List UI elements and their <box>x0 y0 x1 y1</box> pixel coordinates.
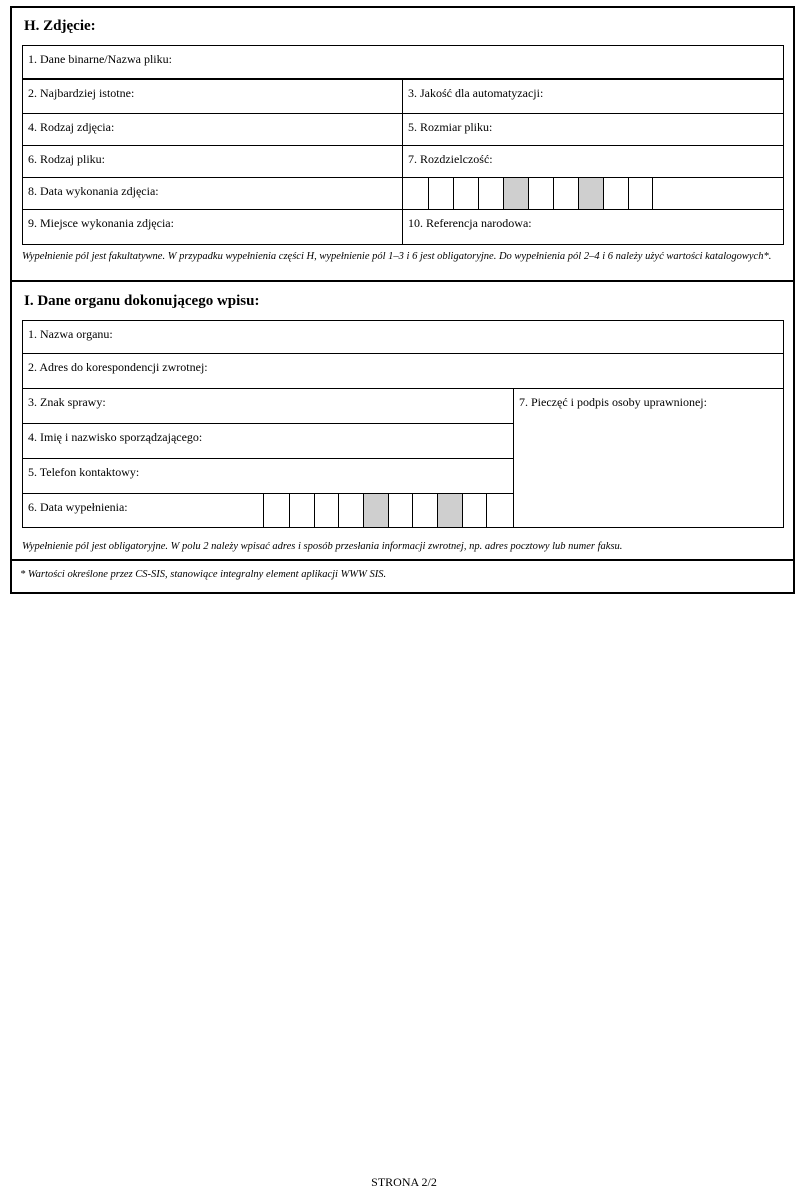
page-number: STRONA 2/2 <box>371 1175 437 1189</box>
section-i-title: I. Dane organu dokonującego wpisu: <box>24 293 260 309</box>
h-field-2-label: 2. Najbardziej istotne: <box>28 86 135 100</box>
i-date-digit[interactable] <box>412 494 437 527</box>
section-h-title: H. Zdjęcie: <box>24 18 96 34</box>
h-date-digit[interactable] <box>603 178 628 209</box>
h-field-binary-data[interactable] <box>22 45 784 79</box>
i-field-author-name[interactable] <box>22 423 514 459</box>
i-note: Wypełnienie pól jest obligatoryjne. W polu 2 należy wpisać adres i sposób przesłania informacji zwrotnej, np. adres pocztowy lub numer faksu. <box>22 541 623 552</box>
h-field-file-type[interactable] <box>22 145 403 178</box>
h-field-1-label: 1. Dane binarne/Nazwa pliku: <box>28 52 172 66</box>
h-date-digit[interactable] <box>553 178 578 209</box>
h-date-separator <box>578 178 603 209</box>
h-date-digit[interactable] <box>453 178 478 209</box>
h-field-9-label: 9. Miejsce wykonania zdjęcia: <box>28 216 174 230</box>
i-date-digit[interactable] <box>338 494 363 527</box>
h-field-5-label: 5. Rozmiar pliku: <box>408 120 493 134</box>
i-field-stamp-signature[interactable] <box>513 388 784 528</box>
h-field-national-reference[interactable] <box>402 209 784 245</box>
section-divider <box>10 280 795 282</box>
footnote: * Wartości określone przez CS-SIS, stanowiące integralny element aplikacji WWW SIS. <box>20 569 387 580</box>
h-field-3-label: 3. Jakość dla automatyzacji: <box>408 86 544 100</box>
i-date-separator <box>437 494 462 527</box>
i-field-return-address[interactable] <box>22 353 784 389</box>
h-date-digit[interactable] <box>528 178 553 209</box>
h-note: Wypełnienie pól jest fakultatywne. W przypadku wypełnienia części H, wypełnienie pól 1–3 i 6 jest obligatoryjne. Do wypełnienia pól 2–4 i 6 należy użyć wartości katalogowych*. <box>22 251 772 262</box>
h-field-7-label: 7. Rozdzielczość: <box>408 152 493 166</box>
i-field-2-label: 2. Adres do korespondencji zwrotnej: <box>28 360 208 374</box>
i-field-7-label: 7. Pieczęć i podpis osoby uprawnionej: <box>519 395 707 409</box>
i-field-fill-date <box>22 493 264 528</box>
h-date-digit[interactable] <box>428 178 453 209</box>
h-field-photo-date <box>22 177 403 210</box>
i-field-authority-name[interactable] <box>22 320 784 354</box>
h-field-10-label: 10. Referencja narodowa: <box>408 216 532 230</box>
h-date-separator <box>503 178 528 209</box>
footnote-divider <box>10 559 795 561</box>
i-field-phone[interactable] <box>22 458 514 494</box>
i-field-case-number[interactable] <box>22 388 514 424</box>
h-date-digit[interactable] <box>628 178 653 209</box>
i-field-6-label: 6. Data wypełnienia: <box>28 500 128 514</box>
i-date-digit[interactable] <box>388 494 412 527</box>
i-date-digit[interactable] <box>314 494 338 527</box>
i-field-3-label: 3. Znak sprawy: <box>28 395 106 409</box>
i-field-5-label: 5. Telefon kontaktowy: <box>28 465 140 479</box>
h-field-photo-type[interactable] <box>22 113 403 146</box>
h-field-photo-place[interactable] <box>22 209 403 245</box>
h-date-digit[interactable] <box>478 178 503 209</box>
h-field-4-label: 4. Rodzaj zdjęcia: <box>28 120 115 134</box>
i-date-separator <box>363 494 388 527</box>
h-field-quality[interactable] <box>402 79 784 114</box>
i-date-digit[interactable] <box>486 494 513 527</box>
i-field-1-label: 1. Nazwa organu: <box>28 327 113 341</box>
i-date-digit[interactable] <box>289 494 314 527</box>
i-date-cells <box>263 493 514 528</box>
h-field-resolution[interactable] <box>402 145 784 178</box>
i-field-4-label: 4. Imię i nazwisko sporządzającego: <box>28 430 203 444</box>
h-field-most-relevant[interactable] <box>22 79 403 114</box>
h-field-file-size[interactable] <box>402 113 784 146</box>
i-date-digit[interactable] <box>462 494 486 527</box>
h-field-8-label: 8. Data wykonania zdjęcia: <box>28 184 159 198</box>
h-field-6-label: 6. Rodzaj pliku: <box>28 152 105 166</box>
i-date-digit[interactable] <box>264 494 289 527</box>
h-date-digit[interactable] <box>403 178 428 209</box>
h-date-cells <box>402 177 784 210</box>
